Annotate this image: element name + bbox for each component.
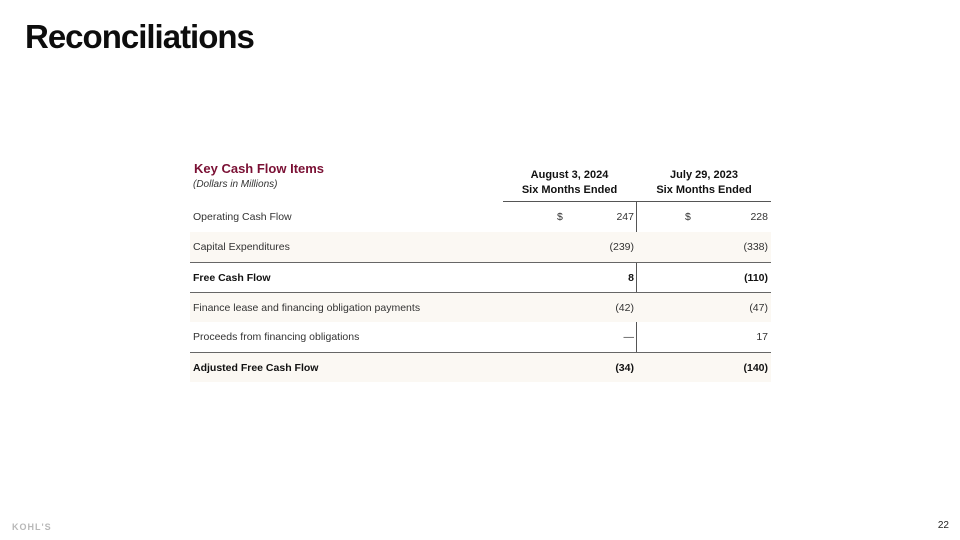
value-2023: (338) bbox=[743, 241, 768, 253]
section-subtitle: (Dollars in Millions) bbox=[193, 179, 278, 190]
value-2023: (140) bbox=[743, 361, 768, 374]
value-2023: 228 bbox=[750, 211, 768, 223]
table-row-total bbox=[190, 352, 771, 382]
value-2023: 17 bbox=[756, 331, 768, 343]
row-label: Finance lease and financing obligation payments bbox=[193, 301, 421, 314]
value-2023: (110) bbox=[744, 271, 768, 284]
table-header bbox=[190, 158, 771, 202]
table-row-total bbox=[190, 262, 771, 292]
value-2024: (239) bbox=[609, 241, 634, 253]
column-date: August 3, 2024 bbox=[530, 169, 609, 181]
column-period: Six Months Ended bbox=[521, 184, 618, 196]
value-2024: — bbox=[623, 331, 634, 343]
column-header-2024 bbox=[503, 168, 636, 198]
column-date: July 29, 2023 bbox=[670, 169, 738, 181]
row-label: Proceeds from financing obligations bbox=[193, 331, 360, 343]
row-label: Free Cash Flow bbox=[193, 271, 271, 284]
table-row bbox=[190, 292, 771, 322]
value-2024: (42) bbox=[615, 301, 634, 314]
column-header-2023 bbox=[637, 168, 771, 198]
page-title: Reconciliations bbox=[25, 18, 254, 55]
value-2023: (47) bbox=[749, 301, 768, 314]
value-2024: 247 bbox=[616, 211, 634, 223]
kohls-logo: KOHL'S bbox=[12, 522, 52, 532]
value-2024: 8 bbox=[628, 271, 634, 284]
currency-symbol: $ bbox=[557, 211, 563, 223]
row-label: Adjusted Free Cash Flow bbox=[193, 361, 319, 374]
column-period: Six Months Ended bbox=[656, 184, 752, 196]
table-row bbox=[190, 232, 771, 262]
row-label: Capital Expenditures bbox=[193, 241, 290, 253]
table-row bbox=[190, 202, 771, 232]
page-number: 22 bbox=[937, 520, 949, 531]
currency-symbol: $ bbox=[685, 211, 691, 223]
row-label: Operating Cash Flow bbox=[193, 211, 292, 223]
value-2024: (34) bbox=[615, 361, 634, 374]
cash-flow-table bbox=[190, 158, 771, 382]
table-row bbox=[190, 322, 771, 352]
section-title: Key Cash Flow Items bbox=[194, 161, 325, 176]
